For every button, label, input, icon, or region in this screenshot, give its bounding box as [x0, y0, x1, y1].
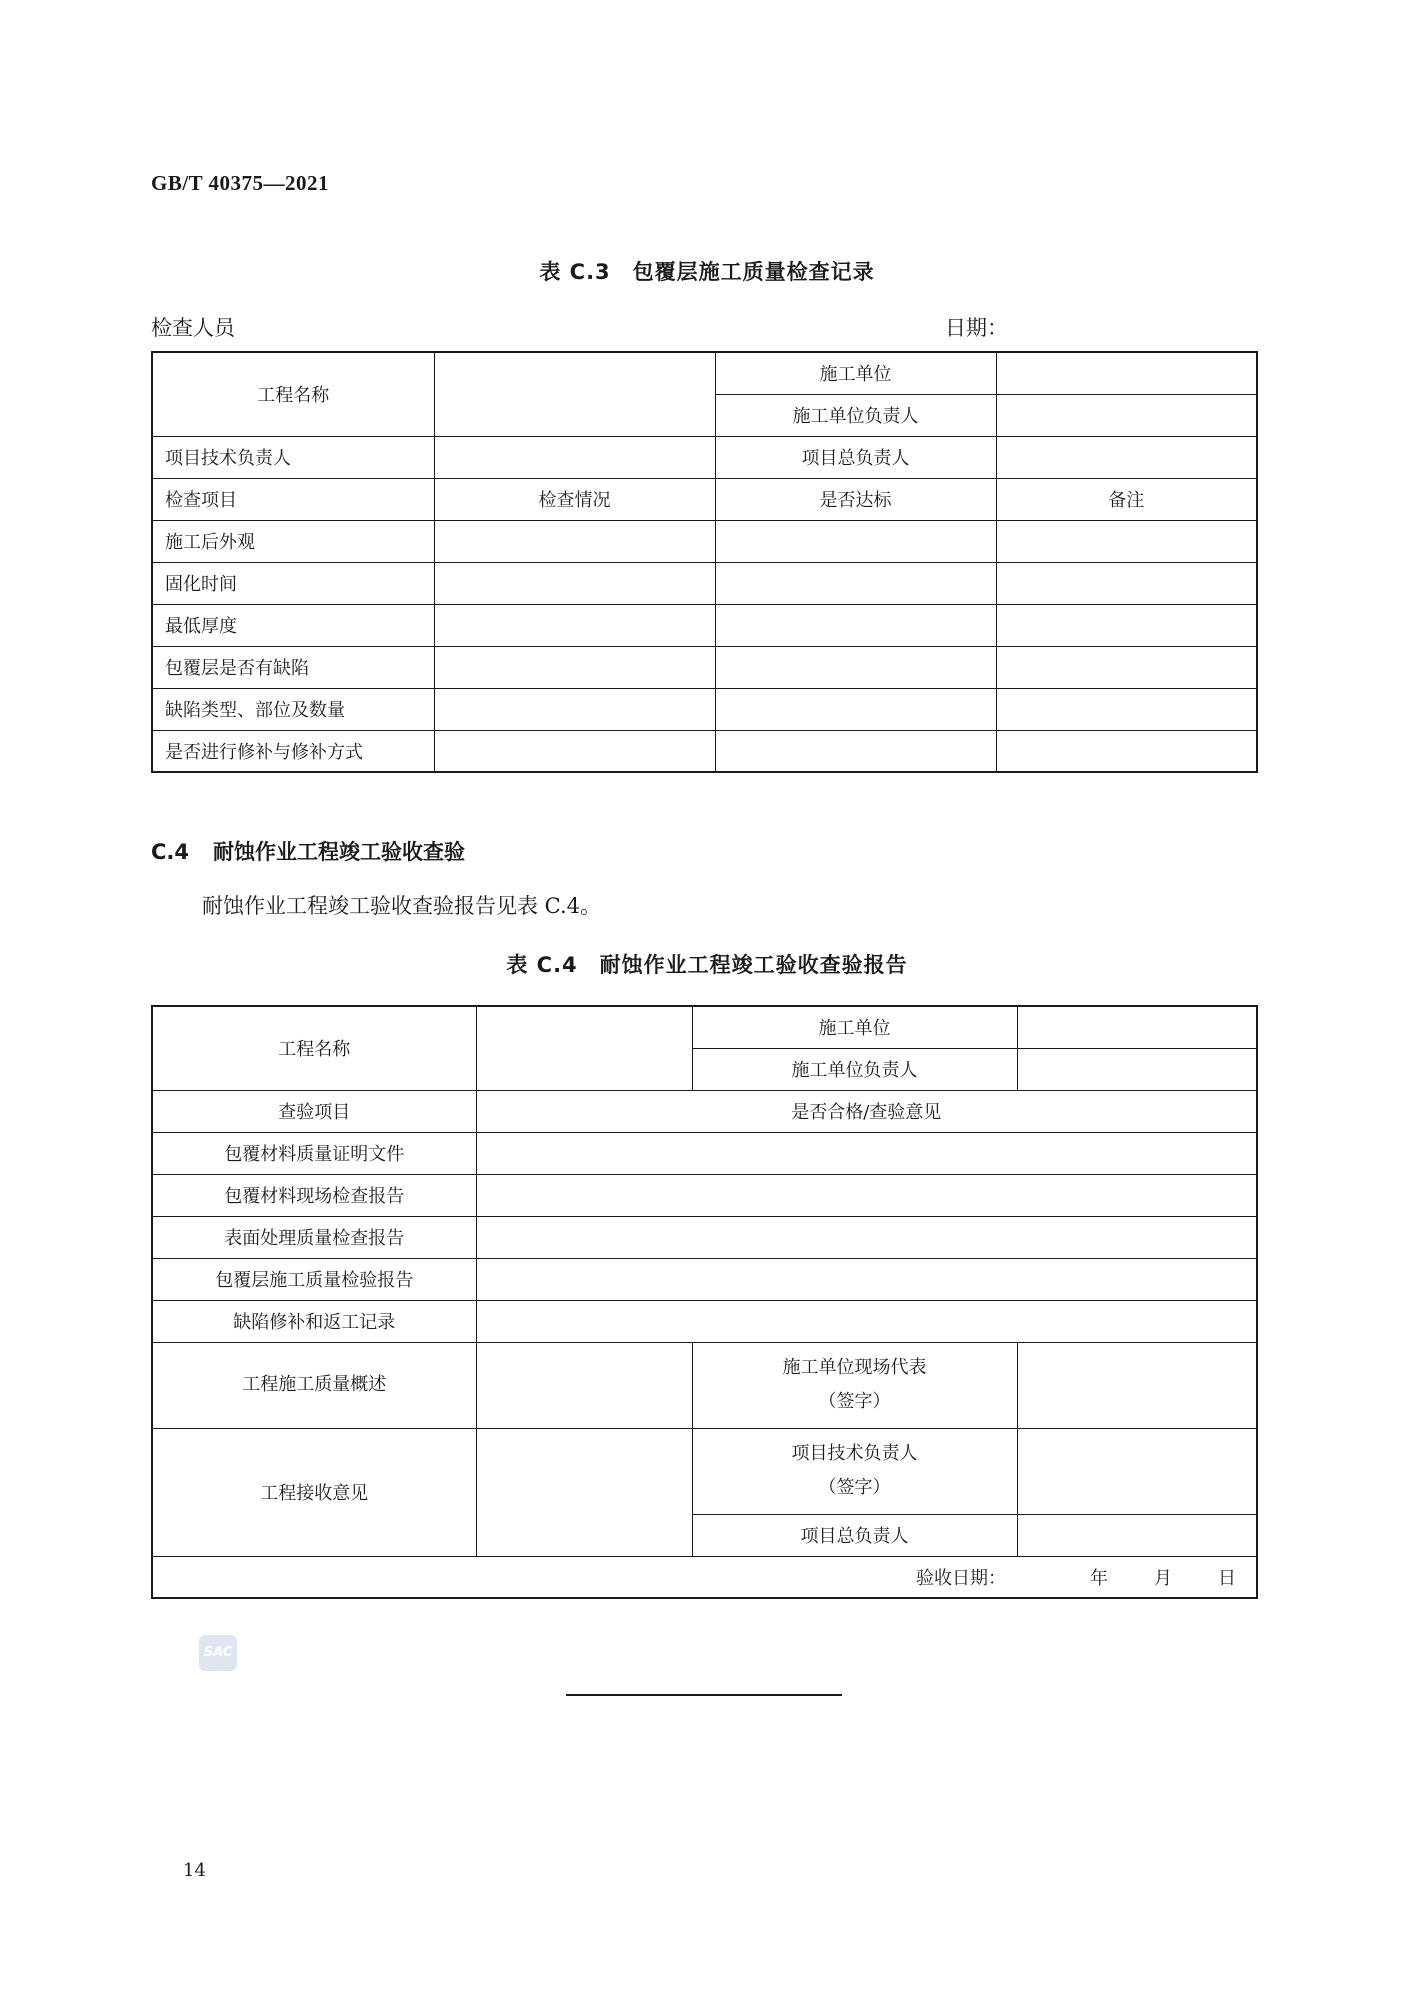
col-item-header: 查验项目 [152, 1090, 476, 1132]
standard-code: GB/T 40375—2021 [151, 171, 330, 195]
table-row [152, 1216, 1257, 1258]
col-opinion-header: 是否合格/查验意见 [476, 1090, 1257, 1132]
construction-unit-value [996, 352, 1257, 394]
tech-lead-value [434, 436, 715, 478]
day-label: 日 [1218, 1567, 1236, 1589]
verify-item: 缺陷修补和返工记录 [152, 1300, 476, 1342]
construction-unit-label: 施工单位 [715, 352, 996, 394]
table-row [152, 688, 1257, 730]
col-pass-header: 是否达标 [715, 478, 996, 520]
check-item: 包覆层是否有缺陷 [152, 646, 434, 688]
check-item: 固化时间 [152, 562, 434, 604]
col-item-header: 检查项目 [152, 478, 434, 520]
section-heading [151, 836, 465, 866]
general-lead-signature [1017, 1514, 1257, 1556]
table-row [152, 1300, 1257, 1342]
table-c4-caption: 表 C.4 耐蚀作业工程竣工验收查验报告 [506, 953, 908, 977]
construction-unit-label: 施工单位 [692, 1006, 1017, 1048]
sac-watermark-logo: SAC [199, 1635, 237, 1671]
section-paragraph: 耐蚀作业工程竣工验收查验报告见表 C.4。 [202, 894, 602, 918]
project-name-label: 工程名称 [152, 1006, 476, 1090]
table-row [152, 646, 1257, 688]
end-rule [566, 1694, 842, 1696]
acceptance-opinion-value [476, 1428, 692, 1556]
check-item: 是否进行修补与修补方式 [152, 730, 434, 772]
site-rep-label: 施工单位现场代表 （签字） [692, 1342, 1017, 1428]
general-lead-value [996, 436, 1257, 478]
date-label: 日期： [945, 316, 1008, 340]
check-item: 缺陷类型、部位及数量 [152, 688, 434, 730]
tech-lead-signature [1017, 1428, 1257, 1514]
table-row [152, 562, 1257, 604]
acceptance-date-row [152, 1556, 1257, 1598]
verify-item: 表面处理质量检查报告 [152, 1216, 476, 1258]
table-c4 [151, 1005, 1258, 1599]
table-row [152, 730, 1257, 772]
table-row [152, 1132, 1257, 1174]
acceptance-date-label: 验收日期： [916, 1567, 1006, 1589]
construction-unit-head-value [996, 394, 1257, 436]
check-item: 施工后外观 [152, 520, 434, 562]
general-lead-label: 项目总负责人 [692, 1514, 1017, 1556]
tech-lead-label: 项目技术负责人 [152, 436, 434, 478]
table-row [152, 604, 1257, 646]
check-item: 最低厚度 [152, 604, 434, 646]
construction-unit-head-value [1017, 1048, 1257, 1090]
acceptance-opinion-label: 工程接收意见 [152, 1428, 476, 1556]
construction-unit-head-label: 施工单位负责人 [692, 1048, 1017, 1090]
section-title: 耐蚀作业工程竣工验收查验 [213, 840, 465, 864]
quality-summary-label: 工程施工质量概述 [152, 1342, 476, 1428]
construction-unit-value [1017, 1006, 1257, 1048]
construction-unit-head-label: 施工单位负责人 [715, 394, 996, 436]
section-number: C.4 [151, 840, 190, 864]
site-rep-signature [1017, 1342, 1257, 1428]
inspector-label: 检查人员 [151, 316, 235, 340]
col-status-header: 检查情况 [434, 478, 715, 520]
quality-summary-value [476, 1342, 692, 1428]
general-lead-label: 项目总负责人 [715, 436, 996, 478]
table-c3-caption: 表 C.3 包覆层施工质量检查记录 [539, 260, 875, 284]
year-label: 年 [1090, 1567, 1108, 1589]
table-row [152, 1174, 1257, 1216]
month-label: 月 [1154, 1567, 1172, 1589]
project-name-value [434, 352, 715, 436]
project-name-label: 工程名称 [152, 352, 434, 436]
col-remark-header: 备注 [996, 478, 1257, 520]
tech-lead-label: 项目技术负责人 （签字） [692, 1428, 1017, 1514]
table-row [152, 520, 1257, 562]
verify-item: 包覆材料质量证明文件 [152, 1132, 476, 1174]
table-c3 [151, 351, 1258, 773]
verify-item: 包覆材料现场检查报告 [152, 1174, 476, 1216]
page-number: 14 [183, 1860, 206, 1881]
table-row [152, 1258, 1257, 1300]
verify-item: 包覆层施工质量检验报告 [152, 1258, 476, 1300]
project-name-value [476, 1006, 692, 1090]
